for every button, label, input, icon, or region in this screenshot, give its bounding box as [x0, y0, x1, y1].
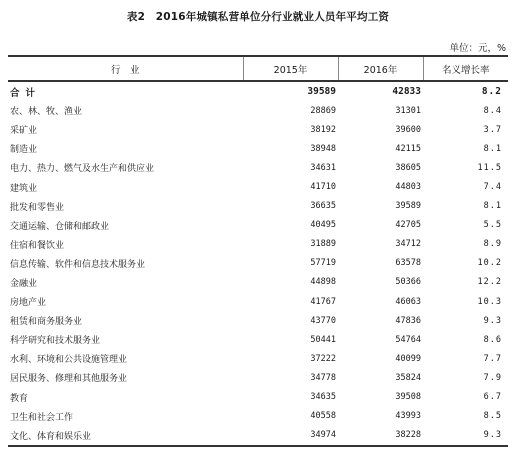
wage-2016-cell: 47836 — [395, 315, 421, 326]
table-row — [8, 349, 508, 368]
table-row — [8, 273, 508, 292]
wage-2015-cell: 40495 — [310, 220, 336, 231]
wage-2015-cell: 37222 — [310, 353, 336, 364]
wage-2015-cell: 40558 — [310, 411, 336, 422]
growth-rate-cell: 7.4 — [483, 182, 502, 193]
table-row — [8, 216, 508, 235]
growth-rate-cell: 8.1 — [483, 201, 502, 212]
table-row — [8, 158, 508, 177]
growth-rate-cell: 5.5 — [483, 220, 502, 231]
industry-cell: 房地产业 — [10, 298, 47, 309]
table-row — [8, 120, 508, 139]
wage-2015-cell: 57719 — [310, 258, 336, 269]
wage-2015-cell: 34974 — [243, 426, 338, 446]
growth-rate-cell: 11.5 — [477, 162, 502, 173]
industry-cell: 批发和零售业 — [10, 202, 65, 213]
wage-2015-cell: 36635 — [310, 201, 336, 212]
table-row — [8, 101, 508, 120]
wage-2015-cell: 31889 — [310, 239, 336, 250]
header-2016: 2016年 — [338, 56, 423, 81]
table-row — [8, 139, 508, 158]
industry-cell: 卫生和社会工作 — [10, 412, 74, 423]
table-title: 表2 2016年城镇私营单位分行业就业人员年平均工资 — [126, 11, 390, 23]
growth-rate-cell: 9.3 — [423, 426, 508, 446]
industry-cell: 居民服务、修理和其他服务业 — [10, 374, 128, 385]
table-row — [8, 311, 508, 330]
table-row — [8, 292, 508, 311]
table-row — [8, 388, 508, 407]
wage-2016-cell: 46063 — [395, 296, 421, 307]
unit-label: 单位：元，% — [449, 43, 506, 54]
growth-rate-cell: 9.3 — [483, 315, 502, 326]
wage-2016-cell: 42115 — [395, 143, 421, 154]
industry-cell: 信息传输、软件和信息技术服务业 — [10, 259, 146, 270]
wage-2016-cell: 39600 — [395, 124, 421, 135]
wage-2015-cell: 44898 — [310, 277, 336, 288]
wage-2016-cell: 44803 — [395, 182, 421, 193]
wage-2015-cell: 34635 — [310, 392, 336, 403]
wage-2015-cell: 34631 — [310, 162, 336, 173]
growth-rate-cell: 8.4 — [483, 105, 502, 116]
growth-rate-cell: 8.1 — [483, 143, 502, 154]
table-row — [8, 254, 508, 273]
wage-2016-cell: 39589 — [395, 201, 421, 212]
wage-2016-cell: 38605 — [395, 162, 421, 173]
wage-2016-cell: 43993 — [395, 411, 421, 422]
industry-cell: 科学研究和技术服务业 — [10, 336, 101, 347]
industry-cell: 教育 — [10, 393, 29, 404]
growth-rate-cell: 8.9 — [483, 239, 502, 250]
wage-2016-cell: 31301 — [395, 105, 421, 116]
table-row — [8, 407, 508, 426]
total-row — [8, 81, 508, 101]
growth-rate-cell: 7.9 — [483, 372, 502, 383]
wage-2015-cell: 39589 — [307, 86, 336, 98]
industry-cell: 金融业 — [10, 278, 38, 289]
wage-2016-cell: 34712 — [395, 239, 421, 250]
industry-cell: 文化、体育和娱乐业 — [8, 426, 243, 446]
wage-2016-cell: 54764 — [395, 334, 421, 345]
wage-2015-cell: 28869 — [310, 105, 336, 116]
growth-rate-cell: 10.2 — [477, 258, 502, 269]
industry-cell: 农、林、牧、渔业 — [10, 107, 83, 118]
header-row — [8, 56, 508, 81]
wage-2016-cell: 42705 — [395, 220, 421, 231]
industry-cell: 水利、环境和公共设施管理业 — [10, 355, 128, 366]
header-growth-rate: 名义增长率 — [423, 56, 508, 81]
table-row — [8, 197, 508, 216]
wage-2016-cell: 40099 — [395, 353, 421, 364]
wage-2016-cell: 50366 — [395, 277, 421, 288]
wage-2016-cell: 35824 — [395, 372, 421, 383]
industry-cell: 合计 — [10, 87, 42, 99]
growth-rate-cell: 8.2 — [481, 86, 502, 98]
wage-2015-cell: 38192 — [310, 124, 336, 135]
wage-2015-cell: 34778 — [310, 372, 336, 383]
industry-cell: 租赁和商务服务业 — [10, 317, 83, 328]
wage-2016-cell: 38228 — [338, 426, 423, 446]
growth-rate-cell: 10.3 — [477, 296, 502, 307]
growth-rate-cell: 12.2 — [477, 277, 502, 288]
growth-rate-cell: 6.7 — [483, 392, 502, 403]
wage-2016-cell: 39508 — [395, 392, 421, 403]
industry-cell: 住宿和餐饮业 — [10, 240, 65, 251]
table-row — [8, 177, 508, 196]
wage-2016-cell: 42833 — [392, 86, 421, 98]
wage-table — [8, 55, 508, 447]
industry-cell: 电力、热力、燃气及水生产和供应业 — [10, 164, 155, 175]
header-2015: 2015年 — [243, 56, 338, 81]
industry-cell: 建筑业 — [10, 183, 38, 194]
header-industry: 行 业 — [8, 56, 243, 81]
industry-cell: 交通运输、仓储和邮政业 — [10, 221, 110, 232]
wage-2015-cell: 50441 — [310, 334, 336, 345]
wage-2015-cell: 38948 — [310, 143, 336, 154]
growth-rate-cell: 8.5 — [483, 411, 502, 422]
industry-cell: 制造业 — [10, 145, 38, 156]
industry-cell: 采矿业 — [10, 126, 38, 137]
wage-2015-cell: 41767 — [310, 296, 336, 307]
table-row — [8, 330, 508, 349]
table-header — [8, 56, 508, 81]
growth-rate-cell: 3.7 — [483, 124, 502, 135]
wage-2015-cell: 43770 — [310, 315, 336, 326]
wage-2016-cell: 63578 — [395, 258, 421, 269]
table-row — [8, 426, 508, 446]
table-body — [8, 81, 508, 446]
table-row — [8, 235, 508, 254]
growth-rate-cell: 8.6 — [483, 334, 502, 345]
table-row — [8, 368, 508, 387]
wage-2015-cell: 41710 — [310, 182, 336, 193]
growth-rate-cell: 7.7 — [483, 353, 502, 364]
